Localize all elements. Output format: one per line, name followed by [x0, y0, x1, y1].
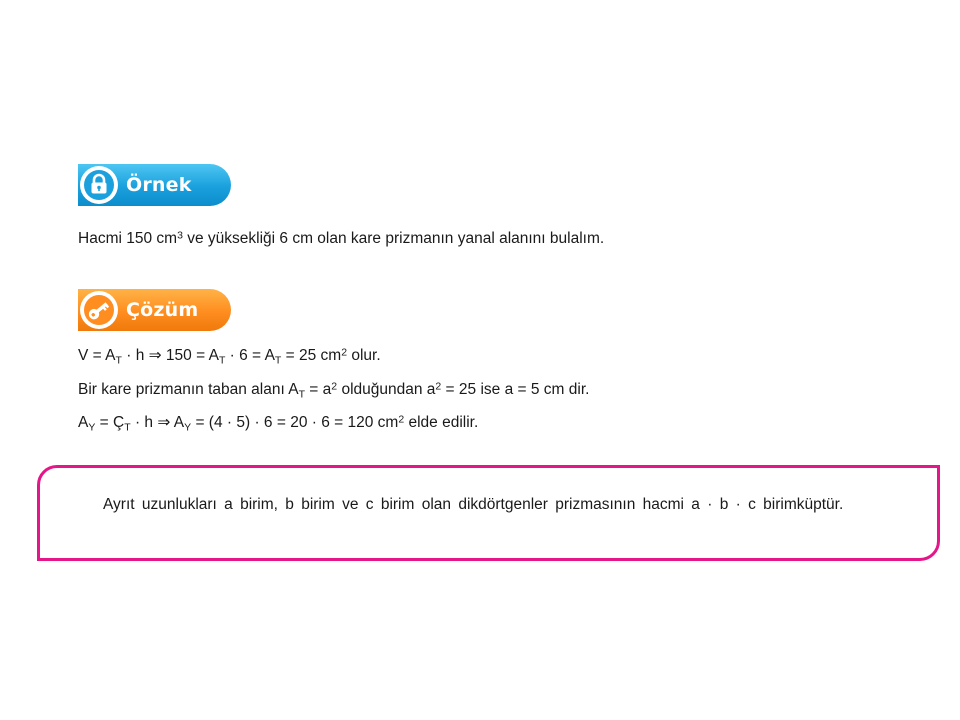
rule-text: Ayrıt uzunlukları a birim, b birim ve c birim olan dikdörtgenler prizmasının hacmi a · b · c birimküptür. — [103, 496, 844, 513]
example-badge-label: Örnek — [126, 174, 192, 196]
example-badge — [78, 164, 231, 206]
solution-line-3: $A_Y$ = $Ç_T \cdot h$ ⇒ $A_Y = (4 \cdot 5) \cdot 6 = 20 \cdot 6 = 120$ $cm^2$ elde edilir. — [78, 413, 479, 434]
solution-line-1: $V = A_T \cdot h$ ⇒ $150 = A_T \cdot 6 = A_T = 25$ $cm^2$ olur. — [78, 346, 381, 367]
solution-badge — [78, 289, 231, 331]
lock-icon — [80, 166, 118, 204]
key-icon — [80, 291, 118, 329]
solution-badge-label: Çözüm — [126, 299, 199, 321]
example-question: Hacmi 150 $cm^3$ ve yüksekliği 6 cm olan kare prizmanın yanal alanını bulalım. — [78, 229, 605, 247]
solution-line-2: Bir kare prizmanın taban alanı $A_T = a^2$ olduğundan $a^2 = 25$ ise a = 5 cm dir. — [78, 380, 590, 401]
